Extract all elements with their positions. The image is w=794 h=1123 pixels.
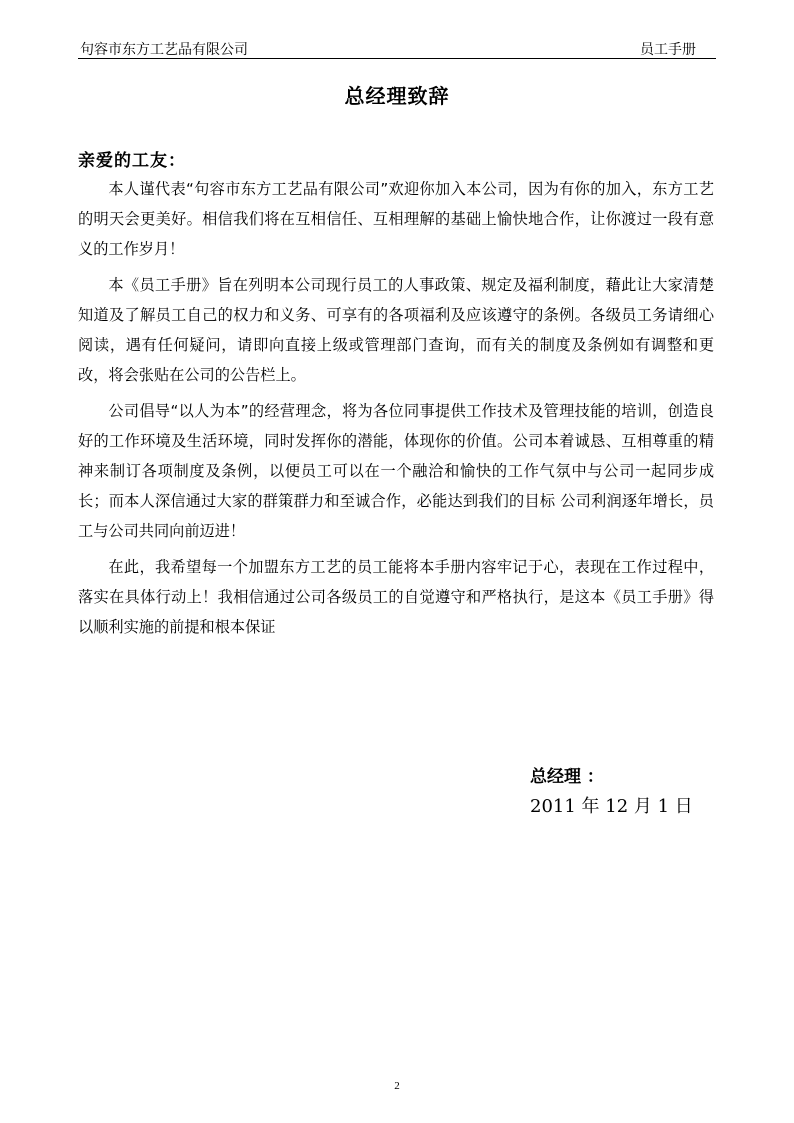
letter-body bbox=[78, 174, 714, 642]
page-header bbox=[78, 34, 716, 59]
paragraph-welcome: 本人谨代表“句容市东方工艺品有限公司”欢迎你加入本公司，因为有你的加入，东方工艺 的明天会更美好。相信我们将在互相信任、互相理解的基础上愉快地合作，让你渡过一段有意义的工作岁月！ bbox=[78, 180, 714, 258]
salutation: 亲爱的工友： bbox=[78, 151, 186, 171]
signature-block bbox=[530, 762, 693, 822]
document-title: 员工手册 bbox=[640, 42, 696, 58]
paragraph-handbook-purpose: 本《员工手册》旨在列明本公司现行员工的人事政策、规定及福利制度，藉此让大家清楚知道及了解员工自己的权力和义务、可享有的各项福利及应该遵守的条例。各级员工务请细心阅读，遇有任何疑问，请即向直接上级或管理部门查询，而有关的制度及条例如有调整和更改，将会张贴在公司的公告栏上。 bbox=[78, 276, 714, 384]
page-number: 2 bbox=[394, 1080, 400, 1092]
signature-title: 总经理 ： bbox=[530, 767, 604, 787]
paragraph-closing: 在此，我希望每一个加盟东方工艺的员工能将本手册内容牢记于心，表现在工作过程中，落实在具体行动上！我相信通过公司各级员工的自觉遵守和严格执行，是这本《员工手册》得以顺利实施的前提和根本保证 bbox=[78, 558, 714, 636]
company-name: 句容市东方工艺品有限公司 bbox=[80, 42, 248, 58]
signature-date: 2011 年 12 月 1 日 bbox=[530, 796, 693, 817]
paragraph-philosophy: 公司倡导“以人为本”的经营理念，将为各位同事提供工作技术及管理技能的培训，创造良好的工作环境及生活环境，同时发挥你的潜能，体现你的价值。公司本着诚恳、互相尊重的精神来制订各项制度及条例，以便员工可以在一个融洽和愉快的工作气氛中与公司一起同步成长；而本人深信通过大家的群策群力和至诚合作，必能达到我们的目标 公司利润逐年增长，员工与公司共同向前迈进！ bbox=[78, 402, 714, 540]
page-title: 总经理致辞 bbox=[344, 84, 450, 108]
